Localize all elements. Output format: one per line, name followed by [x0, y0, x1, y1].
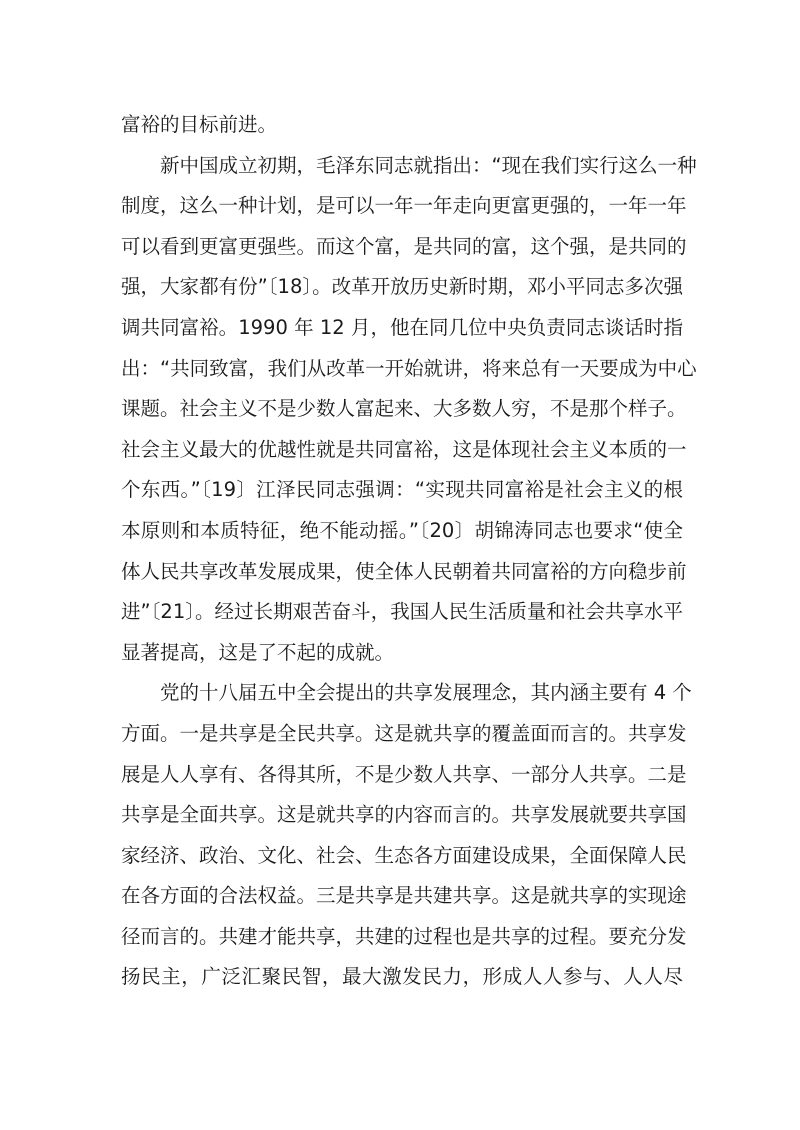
text-line: 显著提高，这是了不起的成就。: [121, 640, 395, 664]
text-line: 体人民共享改革发展成果，使全体人民朝着共同富裕的方向稳步前: [121, 559, 687, 583]
text-line: 富裕的目标前进。: [121, 113, 278, 136]
text-line: 共享是全面共享。这是就共享的内容而言的。共享发展就要共享国: [121, 803, 687, 827]
text-line: 党的十八届五中全会提出的共享发展理念，其内涵主要有 4 个: [160, 681, 692, 705]
text-line: 径而言的。共建才能共享，共建的过程也是共享的过程。要充分发: [121, 924, 687, 948]
text-line: 课题。社会主义不是少数人富起来、大多数人穷，不是那个样子。: [121, 397, 687, 421]
text-line: 个东西。”〔19〕江泽民同志强调：“实现共同富裕是社会主义的根: [121, 478, 683, 502]
text-line: 新中国成立初期，毛泽东同志就指出：“现在我们实行这么一种: [160, 153, 697, 177]
text-line: 社会主义最大的优越性就是共同富裕，这是体现社会主义本质的一: [121, 437, 687, 461]
text-line: 扬民主，广泛汇聚民智，最大激发民力，形成人人参与、人人尽: [121, 965, 683, 989]
text-line: 在各方面的合法权益。三是共享是共建共享。这是就共享的实现途: [121, 884, 687, 908]
text-line: 家经济、政治、文化、社会、生态各方面建设成果，全面保障人民: [121, 843, 687, 867]
text-line: 调共同富裕。1990 年 12 月，他在同几位中央负责同志谈话时指: [121, 315, 683, 339]
text-line: 本原则和本质特征，绝不能动摇。”〔20〕胡锦涛同志也要求“使全: [121, 518, 683, 542]
text-line: 方面。一是共享是全民共享。这是就共享的覆盖面而言的。共享发: [121, 721, 687, 745]
document-body: [121, 105, 697, 998]
text-line: 进”〔21〕。经过长期艰苦奋斗，我国人民生活质量和社会共享水平: [121, 600, 683, 624]
text-line: 可以看到更富更强些。而这个富，是共同的富，这个强，是共同的: [121, 234, 687, 258]
text-line: 出：“共同致富，我们从改革一开始就讲，将来总有一天要成为中心: [121, 356, 697, 380]
text-line: 展是人人享有、各得其所，不是少数人共享、一部分人共享。二是: [121, 762, 687, 786]
text-line: 强，大家都有份”〔18〕。改革开放历史新时期，邓小平同志多次强: [121, 275, 683, 299]
text-line: 制度，这么一种计划，是可以一年一年走向更富更强的，一年一年: [121, 194, 687, 218]
